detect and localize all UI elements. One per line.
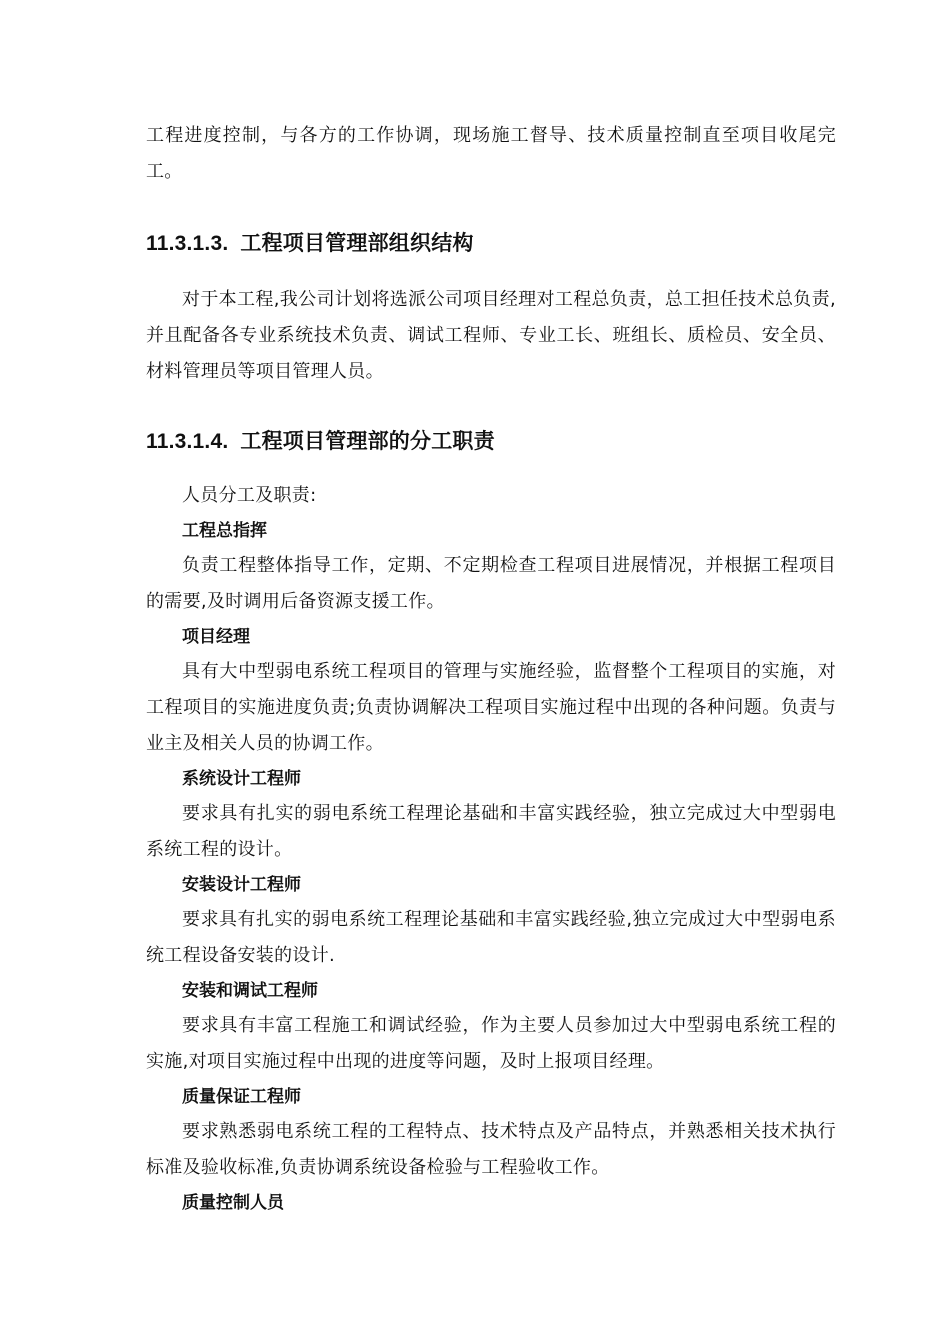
role-title: 系统设计工程师 (182, 769, 301, 789)
role-item (146, 1080, 836, 1186)
section-title: 工程项目管理部的分工职责 (240, 430, 495, 453)
role-description: 要求具有丰富工程施工和调试经验，作为主要人员参加过大中型弱电系统工程的实施,对项目实施过程中出现的进度等问题，及时上报项目经理。 (146, 1015, 836, 1072)
role-description: 负责工程整体指导工作，定期、不定期检查工程项目进展情况，并根据工程项目的需要,及时调用后备资源支援工作。 (146, 555, 836, 612)
role-description: 要求熟悉弱电系统工程的工程特点、技术特点及产品特点，并熟悉相关技术执行标准及验收标准,负责协调系统设备检验与工程验收工作。 (146, 1121, 836, 1178)
responsibilities-intro: 人员分工及职责: (182, 485, 317, 506)
role-item (146, 620, 836, 762)
role-description: 要求具有扎实的弱电系统工程理论基础和丰富实践经验，独立完成过大中型弱电系统工程的设计。 (146, 803, 836, 860)
role-item (146, 974, 836, 1080)
role-description: 具有大中型弱电系统工程项目的管理与实施经验，监督整个工程项目的实施，对工程项目的实施进度负责;负责协调解决工程项目实施过程中出现的各种问题。负责与业主及相关人员的协调工作。 (146, 661, 836, 754)
section-heading-organization (146, 228, 836, 260)
section-heading-responsibilities (146, 426, 836, 458)
section-number: 11.3.1.4. (146, 430, 229, 453)
role-item (146, 1186, 836, 1220)
role-item (146, 762, 836, 868)
page-content (146, 118, 836, 1220)
intro-paragraph: 工程进度控制，与各方的工作协调，现场施工督导、技术质量控制直至项目收尾完工。 (146, 125, 836, 182)
role-description: 要求具有扎实的弱电系统工程理论基础和丰富实践经验,独立完成过大中型弱电系统工程设备安装的设计. (146, 909, 836, 966)
role-title: 安装和调试工程师 (182, 981, 318, 1001)
section-number: 11.3.1.3. (146, 232, 229, 255)
role-title: 质量保证工程师 (182, 1087, 301, 1107)
role-title: 工程总指挥 (182, 521, 267, 541)
section-title: 工程项目管理部组织结构 (240, 232, 474, 255)
organization-paragraph: 对于本工程,我公司计划将选派公司项目经理对工程总负责，总工担任技术总负责,并且配备各专业系统技术负责、调试工程师、专业工长、班组长、质检员、安全员、材料管理员等项目管理人员。 (146, 289, 836, 382)
role-title: 安装设计工程师 (182, 875, 301, 895)
role-item (146, 868, 836, 974)
role-title: 质量控制人员 (182, 1193, 284, 1213)
role-title: 项目经理 (182, 627, 250, 647)
role-item (146, 514, 836, 620)
